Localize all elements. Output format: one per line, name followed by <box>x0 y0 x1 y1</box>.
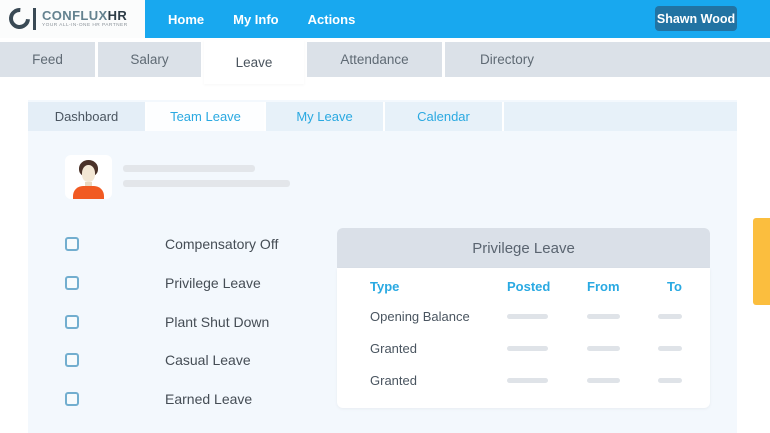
column-header-to: To <box>667 279 682 294</box>
subtab-team-leave-active[interactable]: Team Leave <box>147 102 264 131</box>
subtab-calendar[interactable]: Calendar <box>385 102 502 131</box>
skeleton-bar-from <box>587 346 620 351</box>
table-row-type: Opening Balance <box>370 309 470 324</box>
subtab-dashboard[interactable]: Dashboard <box>28 102 145 131</box>
skeleton-bar-posted <box>507 314 548 319</box>
skeleton-bar-posted <box>507 378 548 383</box>
privilege-leave-panel <box>337 228 710 408</box>
skeleton-name-line <box>123 165 255 172</box>
table-row-type: Granted <box>370 341 417 356</box>
leave-row-earned-leave <box>28 380 328 419</box>
confluxhr-logo-icon <box>9 6 39 32</box>
checkbox-compensatory-off[interactable] <box>65 237 79 251</box>
tab-attendance[interactable]: Attendance <box>307 42 442 77</box>
checkbox-casual-leave[interactable] <box>65 353 79 367</box>
checkbox-plant-shut-down[interactable] <box>65 315 79 329</box>
user-menu-button[interactable]: Shawn Wood <box>655 6 737 31</box>
leave-row-compensatory-off <box>28 225 328 264</box>
tab-feed[interactable]: Feed <box>0 42 95 77</box>
leave-label: Earned Leave <box>165 391 253 408</box>
leave-row-privilege-leave <box>28 264 328 303</box>
sub-tab-bar <box>28 102 737 131</box>
skeleton-bar-posted <box>507 346 548 351</box>
subtab-bar-filler <box>504 102 737 131</box>
skeleton-bar-to <box>658 378 682 383</box>
leave-label: Casual Leave <box>165 352 251 369</box>
leave-content-area <box>28 100 737 433</box>
feedback-side-tab[interactable] <box>753 218 770 305</box>
leave-row-casual-leave <box>28 341 328 380</box>
column-header-type: Type <box>370 279 400 294</box>
panel-title: Privilege Leave <box>337 228 710 268</box>
employee-avatar <box>65 155 112 199</box>
nav-my-info[interactable]: My Info <box>233 11 279 27</box>
skeleton-bar-from <box>587 314 620 319</box>
skeleton-bar-to <box>658 346 682 351</box>
leave-row-plant-shut-down <box>28 302 328 341</box>
skeleton-bar-to <box>658 314 682 319</box>
tab-directory[interactable]: Directory <box>445 42 770 77</box>
nav-home[interactable]: Home <box>168 11 205 27</box>
column-header-posted: Posted <box>507 279 551 294</box>
leave-type-list <box>28 225 328 418</box>
brand-tagline: YOUR ALL-IN-ONE HR PARTNER <box>42 23 128 29</box>
brand-logo[interactable] <box>0 0 145 38</box>
tab-leave-active[interactable]: Leave <box>204 40 304 84</box>
skeleton-detail-line <box>123 180 290 187</box>
tab-salary[interactable]: Salary <box>98 42 201 77</box>
table-row-type: Granted <box>370 373 417 388</box>
main-tab-bar <box>0 42 770 77</box>
checkbox-earned-leave[interactable] <box>65 392 79 406</box>
leave-label: Plant Shut Down <box>165 313 270 330</box>
avatar-shirt <box>73 186 104 199</box>
column-header-from: From <box>587 279 620 294</box>
panel-table <box>337 268 710 408</box>
skeleton-bar-from <box>587 378 620 383</box>
leave-label: Compensatory Off <box>165 236 279 253</box>
avatar-face <box>82 165 95 182</box>
nav-actions[interactable]: Actions <box>307 11 356 27</box>
checkbox-privilege-leave[interactable] <box>65 276 79 290</box>
top-navigation <box>168 0 355 38</box>
leave-label: Privilege Leave <box>165 275 261 292</box>
subtab-my-leave[interactable]: My Leave <box>266 102 383 131</box>
brand-name: CONFLUXHR <box>42 8 128 24</box>
